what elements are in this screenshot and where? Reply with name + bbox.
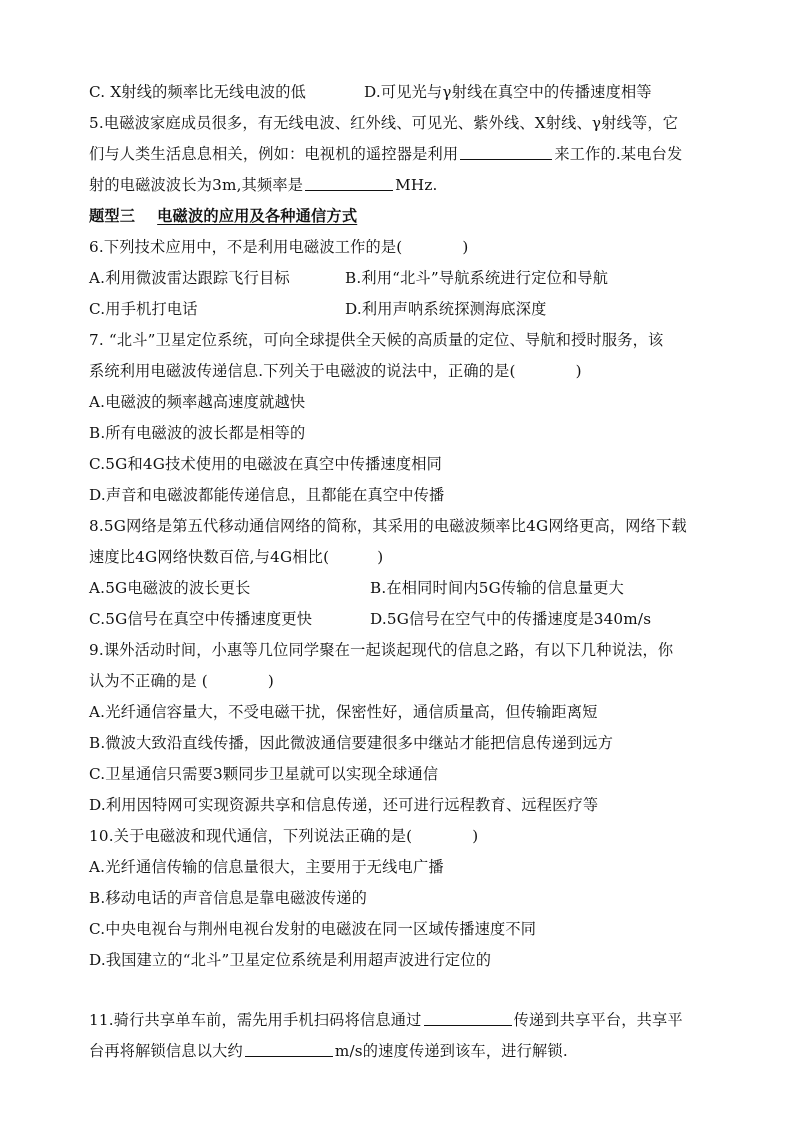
option-b: B.所有电磁波的波长都是相等的 — [89, 424, 306, 442]
option-c: C. X射线的频率比无线电波的低 — [89, 83, 306, 101]
answer-blank[interactable] — [305, 174, 393, 191]
q8-options-cd — [89, 608, 705, 630]
text-segment: 台再将解锁信息以大约 — [89, 1042, 243, 1060]
text-segment: m/s的速度传递到该车，进行解锁. — [334, 1042, 568, 1060]
section-label: 题型三 — [89, 207, 136, 225]
q4-options-cd — [89, 81, 705, 103]
option-c: C.中央电视台与荆州电视台发射的电磁波在同一区域传播速度不同 — [89, 920, 537, 938]
option-a: A.5G电磁波的波长更长 — [89, 579, 251, 597]
answer-blank[interactable] — [424, 1009, 512, 1026]
text-segment: MHz. — [395, 176, 438, 194]
q6-stem — [89, 236, 705, 258]
q5-text-line — [89, 174, 705, 196]
option-d: D.利用声呐系统探测海底深度 — [345, 300, 547, 318]
option-d: D.可见光与γ射线在真空中的传播速度相等 — [364, 83, 652, 101]
text-segment: ) — [462, 238, 469, 256]
option-d: D.利用因特网可实现资源共享和信息传递，还可进行远程教育、远程医疗等 — [89, 796, 599, 814]
text-segment: 来工作的.某电台发 — [554, 145, 683, 163]
text-segment: 11.骑行共享单车前，需先用手机扫码将信息通过 — [89, 1011, 422, 1029]
option-b: B.利用“北斗”导航系统进行定位和导航 — [345, 269, 609, 287]
option-c: C.5G和4G技术使用的电磁波在真空中传播速度相同 — [89, 455, 443, 473]
option-b: B.移动电话的声音信息是靠电磁波传递的 — [89, 889, 367, 907]
text-segment: ) — [472, 827, 479, 845]
option-d: D.5G信号在空气中的传播速度是340m/s — [370, 610, 652, 628]
option-b: B.在相同时间内5G传输的信息量更大 — [370, 579, 625, 597]
q8-stem — [89, 546, 705, 568]
section-title: 电磁波的应用及各种通信方式 — [157, 207, 358, 225]
option-a: A.光纤通信容量大，不受电磁干扰，保密性好，通信质量高，但传输距离短 — [89, 703, 598, 721]
text-segment: 系统利用电磁波传递信息.下列关于电磁波的说法中，正确的是( — [89, 362, 516, 380]
q5-text-line — [89, 143, 705, 165]
text-segment: 6.下列技术应用中，不是利用电磁波工作的是( — [89, 238, 403, 256]
text-segment: 射的电磁波波长为3m,其频率是 — [89, 176, 304, 194]
text-segment: 传递到共享平台，共享平 — [513, 1011, 683, 1029]
text-segment: 认为不正确的是 ( — [89, 672, 208, 690]
q8-text-line: 8.5G网络是第五代移动通信网络的简称，其采用的电磁波频率比4G网络更高，网络下载 — [89, 517, 687, 535]
option-c: C.5G信号在真空中传播速度更快 — [89, 610, 313, 628]
q6-options-cd — [89, 298, 705, 320]
q10-stem — [89, 825, 705, 847]
q8-options-ab — [89, 577, 705, 599]
option-c: C.用手机打电话 — [89, 300, 198, 318]
text-segment: 们与人类生活息息相关，例如：电视机的遥控器是利用 — [89, 145, 459, 163]
text-segment: ) — [575, 362, 582, 380]
q9-stem — [89, 670, 705, 692]
text-segment: 10.关于电磁波和现代通信，下列说法正确的是( — [89, 827, 413, 845]
text-segment: ) — [267, 672, 275, 690]
section-heading — [89, 205, 705, 227]
option-b: B.微波大致沿直线传播，因此微波通信要建很多中继站才能把信息传递到远方 — [89, 734, 614, 752]
option-c: C.卫星通信只需要3颗同步卫星就可以实现全球通信 — [89, 765, 439, 783]
text-segment: 速度比4G网络快数百倍,与4G相比( — [89, 548, 330, 566]
option-d: D.声音和电磁波都能传递信息，且都能在真空中传播 — [89, 486, 445, 504]
answer-blank[interactable] — [245, 1040, 333, 1057]
option-a: A.电磁波的频率越高速度就越快 — [89, 393, 306, 411]
q5-text-line: 5.电磁波家庭成员很多，有无线电波、红外线、可见光、紫外线、X射线、γ射线等，它 — [89, 114, 679, 132]
q11-text-line — [89, 1040, 705, 1062]
option-a: A.利用微波雷达跟踪飞行目标 — [89, 269, 290, 287]
option-a: A.光纤通信传输的信息量很大，主要用于无线电广播 — [89, 858, 444, 876]
q6-options-ab — [89, 267, 705, 289]
q7-stem — [89, 360, 705, 382]
q9-text-line: 9.课外活动时间，小惠等几位同学聚在一起谈起现代的信息之路，有以下几种说法，你 — [89, 641, 674, 659]
q7-text-line: 7. “北斗”卫星定位系统，可向全球提供全天候的高质量的定位、导航和授时服务，该 — [89, 331, 664, 349]
answer-blank[interactable] — [460, 143, 552, 160]
option-d: D.我国建立的“北斗”卫星定位系统是利用超声波进行定位的 — [89, 951, 492, 969]
text-segment: ) — [377, 548, 384, 566]
q11-text-line — [89, 1009, 705, 1031]
